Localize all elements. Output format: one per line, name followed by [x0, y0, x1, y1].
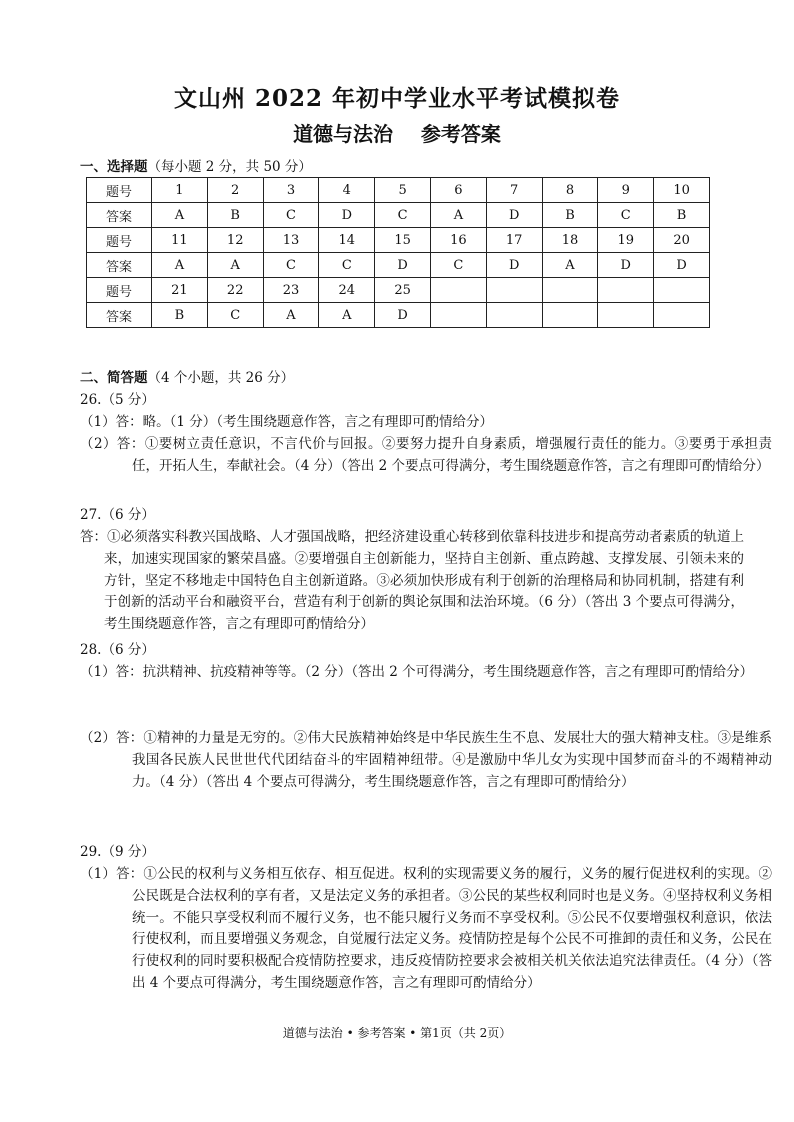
answer-cell	[542, 303, 598, 328]
row-label-question: 题号	[87, 178, 152, 203]
question-number-cell: 25	[375, 278, 431, 303]
question-number-cell: 4	[319, 178, 375, 203]
question-number-cell	[430, 278, 486, 303]
page-title: 文山州 2022 年初中学业水平考试模拟卷	[173, 85, 621, 112]
question-number-cell	[486, 278, 542, 303]
section1-heading	[80, 155, 312, 175]
q29-number: 29.（9 分）	[80, 844, 155, 860]
row-label-answer: 答案	[87, 303, 152, 328]
answer-cell: D	[319, 203, 375, 228]
question-number-cell: 10	[654, 178, 710, 203]
question-number-cell: 20	[654, 228, 710, 253]
answer-cell: A	[152, 253, 208, 278]
q26-part1: （1）答：略。（1 分）（考生围绕题意作答，言之有理即可酌情给分）	[80, 414, 493, 430]
answer-cell: A	[542, 253, 598, 278]
section1-title: 一、选择题	[80, 159, 148, 175]
answer-cell: A	[263, 303, 319, 328]
question-number-cell: 21	[152, 278, 208, 303]
question-number-cell: 3	[263, 178, 319, 203]
answer-cell: C	[263, 253, 319, 278]
answer-cell: C	[430, 253, 486, 278]
question-number-row	[87, 278, 710, 303]
answer-cell: A	[152, 203, 208, 228]
question-number-row	[87, 178, 710, 203]
row-label-question: 题号	[87, 228, 152, 253]
answer-cell: D	[654, 253, 710, 278]
answer-cell: B	[152, 303, 208, 328]
question-number-cell: 9	[598, 178, 654, 203]
page-subtitle: 道德与法治 参考答案	[293, 122, 501, 146]
question-number-cell: 6	[430, 178, 486, 203]
answer-cell: D	[375, 303, 431, 328]
answer-cell	[486, 303, 542, 328]
page-footer: 道德与法治 • 参考答案 • 第1页（共 2页）	[282, 1026, 512, 1040]
question-number-cell: 15	[375, 228, 431, 253]
question-number-cell: 8	[542, 178, 598, 203]
answer-table	[86, 177, 710, 328]
answer-cell: B	[207, 203, 263, 228]
question-number-cell: 13	[263, 228, 319, 253]
q28-part2: （2）答：①精神的力量是无穷的。②伟大民族精神始终是中华民族生生不息、发展壮大的强大精神支柱。③是维系我国各民族人民世世代代团结奋斗的牢固精神纽带。④是激励中华儿女为实现中国梦而奋斗的不竭精神动力。（4 分）（答出 4 个要点可得满分，考生围绕题意作答，言之有理即可酌情给分）	[80, 730, 772, 790]
section2-note: （4 个小题，共 26 分）	[147, 370, 295, 386]
answer-cell: C	[263, 203, 319, 228]
answer-cell: C	[375, 203, 431, 228]
section2-title: 二、简答题	[80, 370, 148, 386]
answer-cell: D	[486, 253, 542, 278]
answer-cell: D	[598, 253, 654, 278]
row-label-question: 题号	[87, 278, 152, 303]
answer-cell: D	[375, 253, 431, 278]
question-number-cell	[542, 278, 598, 303]
section1-note: （每小题 2 分，共 50 分）	[147, 159, 312, 175]
question-number-cell: 14	[319, 228, 375, 253]
row-label-answer: 答案	[87, 253, 152, 278]
answer-cell: A	[207, 253, 263, 278]
answer-row	[87, 203, 710, 228]
answer-row	[87, 303, 710, 328]
q26-number: 26.（5 分）	[80, 392, 155, 408]
q28-part1: （1）答：抗洪精神、抗疫精神等等。（2 分）（答出 2 个可得满分，考生围绕题意作答，言之有理即可酌情给分）	[80, 664, 754, 680]
answer-row	[87, 253, 710, 278]
answer-cell	[598, 303, 654, 328]
question-number-row	[87, 228, 710, 253]
question-number-cell: 24	[319, 278, 375, 303]
question-number-cell: 22	[207, 278, 263, 303]
q27-number: 27.（6 分）	[80, 507, 155, 523]
question-number-cell: 17	[486, 228, 542, 253]
question-number-cell: 16	[430, 228, 486, 253]
question-number-cell: 23	[263, 278, 319, 303]
answer-cell	[654, 303, 710, 328]
answer-cell: A	[319, 303, 375, 328]
q29-part1: （1）答：①公民的权利与义务相互依存、相互促进。权利的实现需要义务的履行，义务的履行促进权利的实现。②公民既是合法权利的享有者，又是法定义务的承担者。③公民的某些权利同时也是义务。④坚持权利义务相统一。不能只享受权利而不履行义务，也不能只履行义务而不享受权利。⑤公民不仅要增强权利意识，依法行使权利，而且要增强义务观念，自觉履行法定义务。疫情防控是每个公民不可推卸的责任和义务，公民在行使权利的同时要积极配合疫情防控要求，违反疫情防控要求会被相关机关依法追究法律责任。（4 分）（答出 4 个要点可得满分，考生围绕题意作答，言之有理即可酌情给分）	[80, 866, 772, 991]
question-number-cell	[598, 278, 654, 303]
answer-cell: D	[486, 203, 542, 228]
question-number-cell: 11	[152, 228, 208, 253]
question-number-cell: 5	[375, 178, 431, 203]
answer-cell: C	[598, 203, 654, 228]
answer-cell: B	[654, 203, 710, 228]
question-number-cell: 7	[486, 178, 542, 203]
question-number-cell: 2	[207, 178, 263, 203]
question-number-cell: 12	[207, 228, 263, 253]
answer-cell: B	[542, 203, 598, 228]
answer-cell: A	[430, 203, 486, 228]
q26-part2: （2）答：①要树立责任意识，不言代价与回报。②要努力提升自身素质，增强履行责任的能力。③要勇于承担责任，开拓人生，奉献社会。（4 分）（答出 2 个要点可得满分，考生围绕题意作答，言之有理即可酌情给分）	[80, 436, 772, 474]
question-number-cell: 18	[542, 228, 598, 253]
q27-answer: 答：①必须落实科教兴国战略、人才强国战略，把经济建设重心转移到依靠科技进步和提高劳动者素质的轨道上来，加速实现国家的繁荣昌盛。②要增强自主创新能力，坚持自主创新、重点跨越、支撑发展、引领未来的方针，坚定不移地走中国特色自主创新道路。③必须加快形成有利于创新的治理格局和协同机制，搭建有利于创新的活动平台和融资平台，营造有利于创新的舆论氛围和法治环境。（6 分）（答出 3 个要点可得满分，考生围绕题意作答，言之有理即可酌情给分）	[80, 529, 744, 633]
answer-cell	[430, 303, 486, 328]
answer-cell: C	[319, 253, 375, 278]
q28-number: 28.（6 分）	[80, 642, 155, 658]
answer-cell: C	[207, 303, 263, 328]
question-number-cell: 1	[152, 178, 208, 203]
row-label-answer: 答案	[87, 203, 152, 228]
question-number-cell: 19	[598, 228, 654, 253]
section2-heading	[80, 366, 294, 386]
question-number-cell	[654, 278, 710, 303]
